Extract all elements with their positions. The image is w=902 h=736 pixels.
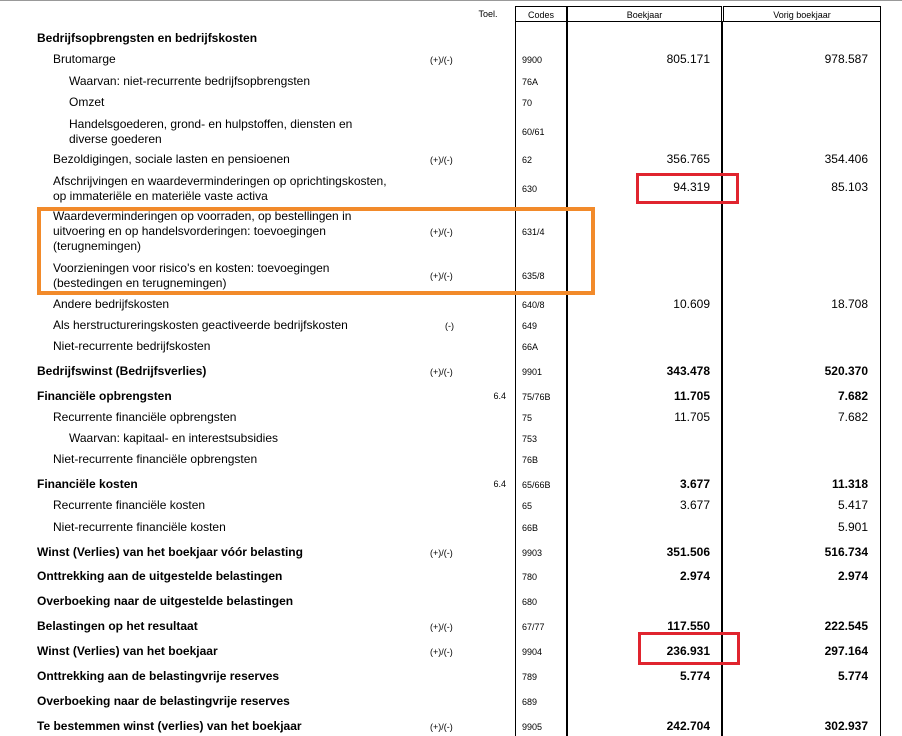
row-code: 60/61 [522,127,545,137]
row-code: 66A [522,342,539,352]
row-value-vorig-boekjaar: 978.587 [824,52,868,66]
row-value-boekjaar: 805.171 [666,52,710,66]
row-label: Afschrijvingen en waardeverminderingen op oprichtingskosten, [53,174,387,188]
section-title: Bedrijfsopbrengsten en bedrijfskosten [37,31,258,45]
row-sign: (+)/(-) [430,622,453,632]
row-sign: (+)/(-) [430,55,453,65]
row-value-vorig-boekjaar: 18.708 [831,297,868,311]
row-value-vorig-boekjaar: 297.164 [824,644,868,658]
row-value-boekjaar: 242.704 [666,719,710,733]
row-value-boekjaar: 117.550 [667,619,710,633]
row-label: Andere bedrijfskosten [53,297,170,311]
header-boekjaar: Boekjaar [567,6,722,22]
header-codes: Codes [515,6,567,22]
row-code: 65 [522,501,533,511]
row-label: Omzet [69,95,105,109]
row-label: uitvoering en op handelsvorderingen: toevoegingen [53,224,326,238]
row-note: 6.4 [493,391,506,401]
row-label: Bedrijfswinst (Bedrijfsverlies) [37,364,207,378]
row-sign: (+)/(-) [430,155,453,165]
row-code: 630 [522,184,538,194]
row-value-boekjaar: 236.931 [666,644,710,658]
row-label: Winst (Verlies) van het boekjaar vóór belasting [37,545,303,559]
row-code: 680 [522,597,538,607]
row-code: 75/76B [522,392,551,402]
row-code: 70 [522,98,533,108]
row-value-boekjaar: 3.677 [679,498,710,512]
row-label: Als herstructureringskosten geactiveerde bedrijfskosten [53,318,348,332]
row-value-vorig-boekjaar: 7.682 [837,410,868,424]
row-label: (terugnemingen) [53,239,142,253]
row-sign: (+)/(-) [430,548,453,558]
row-code: 9901 [522,367,543,377]
row-code: 66B [522,523,539,533]
row-sign: (+)/(-) [430,367,453,377]
row-code: 753 [522,434,538,444]
row-value-boekjaar: 3.677 [679,477,710,491]
row-label: Bezoldigingen, sociale lasten en pensioenen [53,152,290,166]
row-label: Overboeking naar de uitgestelde belastingen [37,594,294,608]
row-label: diverse goederen [69,132,162,146]
row-label: Financiële opbrengsten [37,389,172,403]
row-code: 780 [522,572,538,582]
row-value-boekjaar: 351.506 [666,545,710,559]
row-value-vorig-boekjaar: 11.318 [831,477,868,491]
row-label: Onttrekking aan de uitgestelde belastingen [37,569,283,583]
row-label: Winst (Verlies) van het boekjaar [37,644,218,658]
row-code: 689 [522,697,538,707]
row-label: Recurrente financiële opbrengsten [53,410,237,424]
row-value-boekjaar: 11.705 [674,410,710,424]
row-code: 789 [522,672,538,682]
row-value-vorig-boekjaar: 5.774 [837,669,868,683]
row-code: 9905 [522,722,543,732]
row-label: Brutomarge [53,52,116,66]
row-sign: (+)/(-) [430,227,453,237]
row-value-vorig-boekjaar: 2.974 [837,569,868,583]
row-value-vorig-boekjaar: 222.545 [824,619,868,633]
row-value-boekjaar: 343.478 [666,364,710,378]
top-rule [0,0,902,1]
highlight-afschrijvingen [636,173,739,204]
row-code: 9903 [522,548,543,558]
row-code: 67/77 [522,622,545,632]
highlight-winst-boekjaar [638,632,740,665]
row-value-vorig-boekjaar: 516.734 [824,545,868,559]
row-value-vorig-boekjaar: 354.406 [824,152,868,166]
row-label: Overboeking naar de belastingvrije reserves [37,694,290,708]
row-code: 76A [522,77,539,87]
row-code: 62 [522,155,533,165]
row-value-boekjaar: 11.705 [673,389,710,403]
row-label: Niet-recurrente financiële kosten [53,520,226,534]
row-code: 9904 [522,647,543,657]
row-code: 75 [522,413,533,423]
row-label: Niet-recurrente financiële opbrengsten [53,452,258,466]
row-label: op immateriële en materiële vaste activa [53,189,268,203]
row-label: Financiële kosten [37,477,138,491]
row-label: Waarvan: niet-recurrente bedrijfsopbrengsten [69,74,311,88]
row-value-vorig-boekjaar: 5.901 [837,520,868,534]
row-sign: (+)/(-) [430,647,453,657]
row-value-vorig-boekjaar: 520.370 [824,364,868,378]
row-code: 65/66B [522,480,551,490]
row-code: 635/8 [522,271,545,281]
row-value-boekjaar: 94.319 [673,180,710,194]
row-label: Te bestemmen winst (verlies) van het boekjaar [37,719,302,733]
row-label: Recurrente financiële kosten [53,498,206,512]
header-vorig-boekjaar: Vorig boekjaar [723,6,881,22]
row-label: Waardeverminderingen op voorraden, op bestellingen in [53,209,352,223]
row-label: Onttrekking aan de belastingvrije reserves [37,669,280,683]
row-code: 9900 [522,55,543,65]
row-code: 76B [522,455,539,465]
highlight-waardeverminderingen-voorzieningen [37,207,595,295]
row-value-vorig-boekjaar: 85.103 [831,180,868,194]
row-sign: (-) [445,321,454,331]
row-label: Handelsgoederen, grond- en hulpstoffen, diensten en [69,117,353,131]
row-label: Niet-recurrente bedrijfskosten [53,339,211,353]
row-label: (bestedingen en terugnemingen) [53,276,227,290]
row-value-boekjaar: 356.765 [666,152,710,166]
header-toel: Toel. [478,9,498,19]
row-sign: (+)/(-) [430,271,453,281]
row-value-boekjaar: 2.974 [679,569,710,583]
row-note: 6.4 [493,479,506,489]
row-label: Voorzieningen voor risico's en kosten: toevoegingen [53,261,330,275]
row-code: 649 [522,321,538,331]
row-value-vorig-boekjaar: 302.937 [824,719,868,733]
row-sign: (+)/(-) [430,722,453,732]
row-label: Waarvan: kapitaal- en interestsubsidies [69,431,278,445]
row-value-vorig-boekjaar: 5.417 [837,498,868,512]
row-code: 631/4 [522,227,545,237]
row-value-boekjaar: 10.609 [673,297,710,311]
row-label: Belastingen op het resultaat [37,619,198,633]
row-value-vorig-boekjaar: 7.682 [837,389,868,403]
row-value-boekjaar: 5.774 [679,669,710,683]
row-code: 640/8 [522,300,545,310]
